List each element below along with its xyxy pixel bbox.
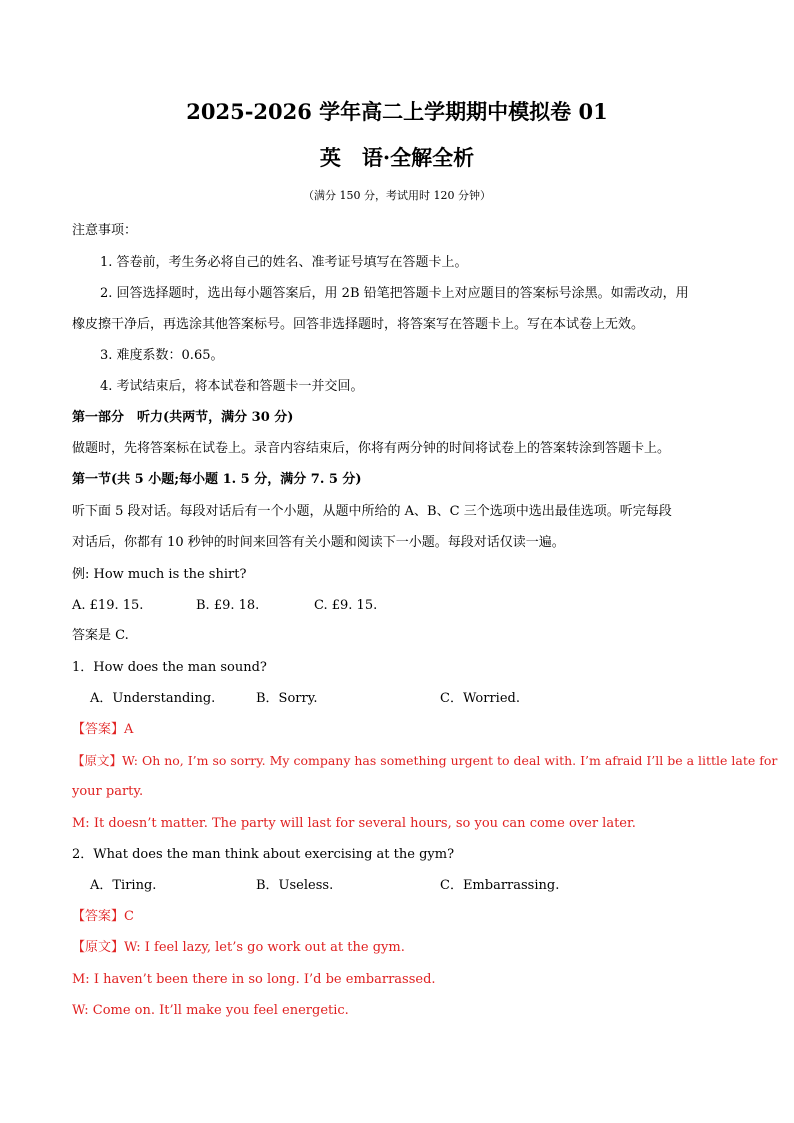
instructions-heading: 注意事项：: [72, 223, 138, 238]
question-1-transcript-line-2: your party.: [72, 784, 144, 799]
question-1-option-b: B．Sorry.: [256, 691, 318, 706]
question-2-answer: 【答案】C: [72, 909, 134, 924]
question-1-option-c: C．Worried.: [440, 691, 520, 706]
question-2-stem: 2．What does the man think about exercising at the gym?: [72, 847, 455, 862]
example-answer: 答案是 C.: [72, 628, 129, 643]
section1-heading: 第一节(共 5 小题;每小题 1. 5 分，满分 7. 5 分): [72, 472, 362, 487]
example-option-b: B. £9. 18.: [196, 598, 260, 613]
section1-description-line-2: 对话后，你都有 10 秒钟的时间来回答有关小题和阅读下一小题。每段对话仅读一遍。: [72, 535, 565, 550]
question-1-answer: 【答案】A: [72, 722, 134, 737]
question-2-transcript-line-3: W: Come on. It’ll make you feel energetic.: [72, 1003, 349, 1018]
question-1-option-a: A．Understanding.: [90, 691, 216, 706]
instruction-item-4: 4. 考试结束后，将本试卷和答题卡一并交回。: [100, 379, 364, 394]
question-2-transcript-line-2: M: I haven’t been there in so long. I’d be embarrassed.: [72, 972, 436, 987]
example-question: 例: How much is the shirt?: [72, 567, 247, 582]
instruction-item-3: 3. 难度系数：0.65。: [100, 348, 224, 363]
instruction-item-1: 1. 答卷前，考生务必将自己的姓名、准考证号填写在答题卡上。: [100, 255, 468, 270]
question-2-option-b: B．Useless.: [256, 878, 334, 893]
question-1-transcript-line-1: 【原文】W: Oh no, I’m so sorry. My company has something urgent to deal with. I’m afraid I’ll be a little late for: [72, 753, 778, 768]
part1-description: 做题时，先将答案标在试卷上。录音内容结束后，你将有两分钟的时间将试卷上的答案转涂到答题卡上。: [72, 441, 671, 456]
part1-heading: 第一部分 听力(共两节，满分 30 分): [72, 410, 294, 425]
question-2-transcript-line-1: 【原文】W: I feel lazy, let’s go work out at the gym.: [72, 940, 405, 955]
page-subtitle: 英 语·全解全析: [319, 145, 475, 170]
page-title: 2025-2026 学年高二上学期期中模拟卷 01: [186, 99, 608, 124]
section1-description-line-1: 听下面 5 段对话。每段对话后有一个小题，从题中所给的 A、B、C 三个选项中选出最佳选项。听完每段: [72, 504, 672, 519]
question-2-option-a: A．Tiring.: [90, 878, 157, 893]
exam-note: （满分 150 分，考试用时 120 分钟）: [303, 189, 491, 202]
question-1-stem: 1．How does the man sound?: [72, 660, 267, 675]
instruction-item-2-line-1: 2. 回答选择题时，选出每小题答案后，用 2B 铅笔把答题卡上对应题目的答案标号涂黑。如需改动，用: [100, 286, 689, 301]
question-2-option-c: C．Embarrassing.: [440, 878, 560, 893]
instruction-item-2-line-2: 橡皮擦干净后，再选涂其他答案标号。回答非选择题时，将答案写在答题卡上。写在本试卷上无效。: [72, 317, 645, 332]
example-option-a: A. £19. 15.: [72, 598, 144, 613]
question-1-transcript-line-3: M: It doesn’t matter. The party will last for several hours, so you can come over later.: [72, 816, 636, 831]
example-option-c: C. £9. 15.: [314, 598, 378, 613]
